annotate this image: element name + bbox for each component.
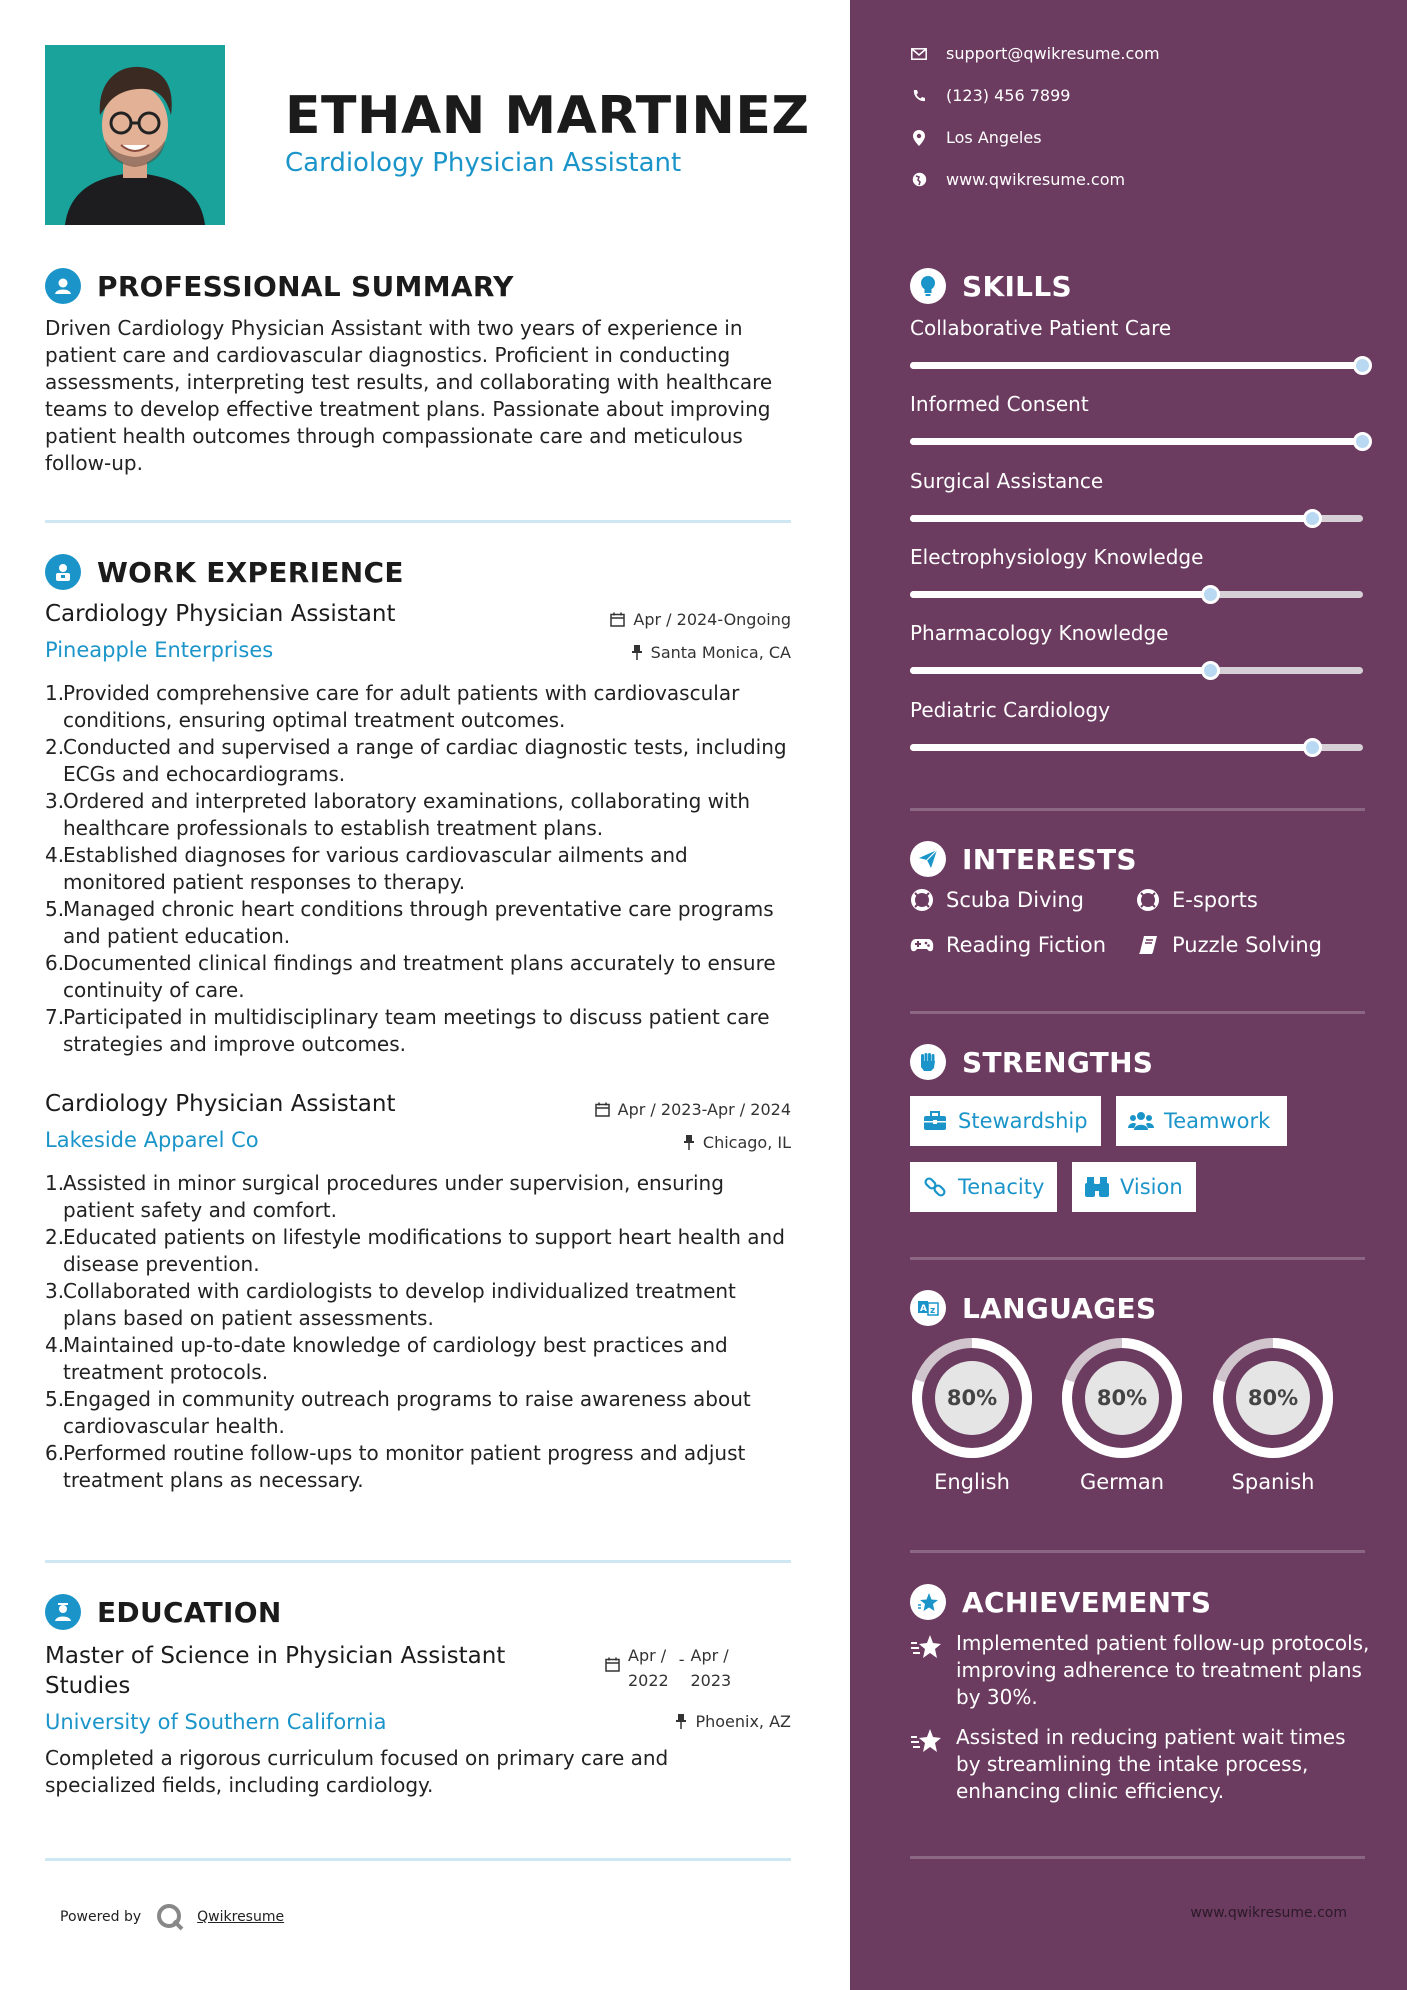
calendar-icon [595,1102,610,1117]
location-text: Los Angeles [946,128,1042,147]
list-item: 4. Maintained up-to-date knowledge of cardiology best practices and treatment protocols. [45,1333,728,1384]
list-item: 2. Conducted and supervised a range of cardiac diagnostic tests, including ECGs and echocardiograms. [45,735,787,786]
paper-plane-icon [910,841,946,877]
company-name: Lakeside Apparel Co [45,1128,259,1152]
translate-icon [910,1290,946,1326]
education-dates: Apr / 2022 - Apr / 2023 [605,1643,731,1693]
life-ring-icon [910,888,934,912]
languages-heading [910,1290,1156,1326]
section-divider [45,1858,791,1861]
skill-name: Informed Consent [910,392,1089,416]
degree-title-line: Studies [45,1673,131,1699]
job-location-text: Santa Monica, CA [650,643,791,662]
list-item: 5. Engaged in community outreach programs to raise awareness about cardiovascular health. [45,1387,751,1438]
list-item: 1. Assisted in minor surgical procedures under supervision, ensuring patient safety and comfort. [45,1171,724,1222]
skills-heading [910,268,1072,304]
job-title: Cardiology Physician Assistant [45,1091,396,1117]
skill-bar-fill [910,591,1211,598]
degree-title [45,1641,585,1701]
job-dates [610,610,791,629]
candidate-name: ETHAN MARTINEZ [285,86,810,146]
skill-bar-fill [910,438,1363,445]
languages-heading-label: LANGUAGES [962,1291,1157,1325]
section-divider [910,1257,1365,1260]
binoculars-icon [1084,1175,1110,1199]
skill-bar [910,744,1363,751]
envelope-icon [910,45,928,63]
education-location [675,1712,791,1731]
star-burst-icon [910,1726,944,1756]
achievements-heading [910,1584,1211,1620]
list-item: 3. Ordered and interpreted laboratory examinations, collaborating with healthcare professionals to establish treatment plans. [45,789,751,840]
strength-label: Teamwork [1164,1109,1271,1133]
interest-item [910,933,1106,957]
achievement-item [910,1724,1370,1805]
briefcase-user-icon [45,554,81,590]
powered-by-label: Powered by [60,1909,142,1925]
contact-phone [910,86,1070,105]
svg-text:z: z [930,1306,936,1316]
education-end-month: Apr / [690,1646,729,1665]
strength-label: Tenacity [958,1175,1045,1199]
link-icon [922,1175,948,1199]
strength-badge [910,1096,1101,1146]
contact-location [910,128,1042,147]
candidate-title: Cardiology Physician Assistant [285,148,682,178]
interest-item [1136,888,1258,912]
section-divider [45,520,791,523]
user-circle-icon [45,268,81,304]
graduate-icon [45,1594,81,1630]
calendar-icon [610,612,625,627]
education-heading [45,1594,282,1630]
skill-bar-knob [1353,356,1372,375]
language-ring [1060,1336,1184,1460]
briefcase-icon [922,1109,948,1133]
skill-name: Collaborative Patient Care [910,316,1172,340]
pin-icon [675,1714,687,1729]
strength-label: Vision [1120,1175,1183,1199]
education-start-month: Apr / [628,1646,667,1665]
book-icon [1136,933,1160,957]
job-dates-text: Apr / 2024-Ongoing [633,610,791,629]
language-item [1060,1336,1184,1494]
summary-text: Driven Cardiology Physician Assistant with two years of experience in patient care and cardiovascular diagnostics. Proficient in conducting assessments, interpreting test results, and collaborating with healthcare teams to develop effective treatment plans. Passionate about improving patient health outcomes through compassionate care and meticulous follow-up. [45,316,773,475]
profile-photo [45,45,225,225]
list-item: 3. Collaborated with cardiologists to develop individualized treatment plans based on patient assessments. [45,1279,736,1330]
skill-bar [910,362,1363,369]
pin-icon [683,1135,695,1150]
achievement-text: Assisted in reducing patient wait times by streamlining the intake process, enhancing clinic efficiency. [956,1725,1346,1803]
education-start-year: 2022 [628,1671,669,1690]
skill-bar-fill [910,744,1313,751]
list-item: 6. Documented clinical findings and treatment plans accurately to ensure continuity of care. [45,951,776,1002]
job-location [631,643,791,662]
interests-heading-label: INTERESTS [962,842,1137,876]
star-badge-icon [910,1584,946,1620]
strength-badge [910,1162,1057,1212]
education-end-year: 2023 [690,1671,732,1690]
skill-bar [910,438,1363,445]
job-title: Cardiology Physician Assistant [45,601,396,627]
qwikresume-link[interactable]: Qwikresume [197,1909,285,1925]
list-item: 7. Participated in multidisciplinary team meetings to discuss patient care strategies and improve outcomes. [45,1005,770,1056]
skill-name: Pharmacology Knowledge [910,621,1169,645]
skill-bar-fill [910,362,1363,369]
section-divider [910,808,1365,811]
experience-heading-label: WORK EXPERIENCE [97,555,404,589]
education-text: Completed a rigorous curriculum focused on primary care and specialized fields, including cardiology. [45,1746,669,1797]
language-name: English [934,1470,1010,1494]
skill-bar-knob [1201,661,1220,680]
qwikresume-logo-icon [155,1902,185,1932]
section-divider [910,1856,1365,1859]
powered-by [60,1902,284,1932]
gamepad-icon [910,933,934,957]
interest-label: E-sports [1172,888,1258,912]
language-percent: 80% [946,1386,998,1410]
list-item: 5. Managed chronic heart conditions through preventative care programs and patient education. [45,897,774,948]
skill-bar-knob [1303,509,1322,528]
pin-icon [631,645,643,660]
email-text[interactable]: support@qwikresume.com [946,44,1160,63]
strength-label: Stewardship [958,1109,1088,1133]
website-text[interactable]: www.qwikresume.com [946,170,1126,189]
list-item: 2. Educated patients on lifestyle modifications to support heart health and disease prevention. [45,1225,785,1276]
phone-text: (123) 456 7899 [946,86,1071,105]
degree-title-line: Master of Science in Physician Assistant [45,1643,506,1669]
sidebar [850,0,1407,1990]
globe-icon [910,171,928,189]
list-item: 6. Performed routine follow-ups to monitor patient progress and adjust treatment plans as necessary. [45,1441,746,1492]
education-heading-label: EDUCATION [97,1595,282,1629]
skill-bar-knob [1303,738,1322,757]
interest-item [910,888,1084,912]
life-ring-icon [1136,888,1160,912]
interest-label: Puzzle Solving [1172,933,1322,957]
skill-bar-fill [910,515,1313,522]
lightbulb-icon [910,268,946,304]
map-pin-icon [910,129,928,147]
language-percent: 80% [1096,1386,1148,1410]
skill-bar [910,667,1363,674]
section-divider [910,1550,1365,1553]
achievements-heading-label: ACHIEVEMENTS [962,1585,1212,1619]
achievement-text: Implemented patient follow-up protocols, improving adherence to treatment plans by 30%. [956,1631,1370,1709]
svg-text:A: A [920,1304,927,1314]
language-ring [910,1336,1034,1460]
section-divider [910,1011,1365,1014]
strengths-heading [910,1044,1153,1080]
skill-bar-fill [910,667,1211,674]
language-ring [1211,1336,1335,1460]
language-percent: 80% [1247,1386,1299,1410]
list-item: 1. Provided comprehensive care for adult patients with cardiovascular conditions, ensuring optimal treatment outcomes. [45,681,740,732]
language-item [910,1336,1034,1494]
contact-website [910,170,1125,189]
skill-bar-knob [1353,432,1372,451]
education-location-text: Phoenix, AZ [695,1712,791,1731]
summary-heading [45,268,514,304]
star-burst-icon [910,1632,944,1662]
phone-icon [910,87,928,105]
achievement-item [910,1630,1370,1711]
skill-bar-knob [1201,585,1220,604]
strength-badge [1072,1162,1196,1212]
job-bullets [45,1170,795,1494]
interest-label: Reading Fiction [946,933,1107,957]
job-bullets [45,680,795,1058]
job-dates [595,1100,791,1119]
job-dates-text: Apr / 2023-Apr / 2024 [617,1100,791,1119]
contact-email [910,44,1160,63]
language-name: Spanish [1231,1470,1315,1494]
company-name: Pineapple Enterprises [45,638,274,662]
skills-heading-label: SKILLS [962,269,1072,303]
interest-label: Scuba Diving [946,888,1084,912]
interest-item [1136,933,1322,957]
job-location [683,1133,791,1152]
job-location-text: Chicago, IL [702,1133,791,1152]
skill-name: Pediatric Cardiology [910,698,1111,722]
skill-name: Electrophysiology Knowledge [910,545,1204,569]
school-name: University of Southern California [45,1710,387,1734]
users-icon [1128,1109,1154,1133]
interests-heading [910,841,1137,877]
section-divider [45,1560,791,1563]
language-name: German [1079,1470,1165,1494]
language-item [1211,1336,1335,1494]
footer-website[interactable]: www.qwikresume.com [1190,1905,1347,1921]
summary-heading-label: PROFESSIONAL SUMMARY [97,269,514,303]
fist-icon [910,1044,946,1080]
experience-heading [45,554,404,590]
strengths-heading-label: STRENGTHS [962,1045,1154,1079]
strength-badge [1116,1096,1287,1146]
skill-name: Surgical Assistance [910,469,1104,493]
calendar-icon [605,1657,620,1672]
skill-bar [910,515,1363,522]
list-item: 4. Established diagnoses for various cardiovascular ailments and monitored patient responses to therapy. [45,843,688,894]
skill-bar [910,591,1363,598]
